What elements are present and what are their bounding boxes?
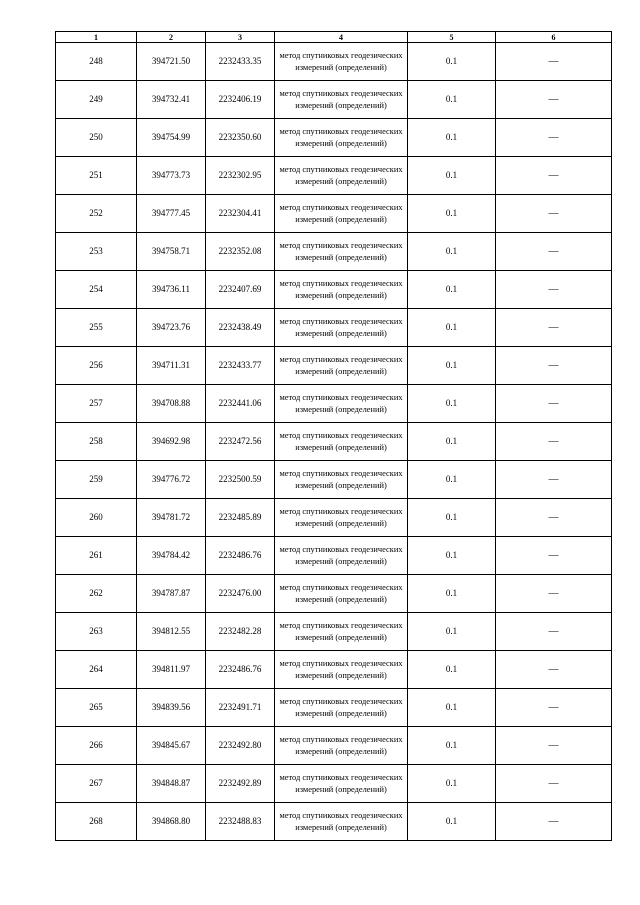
x-coordinate-cell: 394839.56 [137,689,206,727]
y-coordinate-cell: 2232406.19 [206,81,275,119]
accuracy-cell: 0.1 [408,537,496,575]
table-row [56,271,612,309]
header-col-6: 6 [496,32,612,43]
y-coordinate-cell: 2232485.89 [206,499,275,537]
x-coordinate-cell: 394784.42 [137,537,206,575]
table-row [56,727,612,765]
x-coordinate-cell: 394732.41 [137,81,206,119]
x-coordinate-cell: 394776.72 [137,461,206,499]
note-cell: — [496,765,612,803]
note-cell: — [496,499,612,537]
note-cell: — [496,385,612,423]
method-cell: метод спутниковых геодезических измерений (определений) [275,233,408,271]
accuracy-cell: 0.1 [408,461,496,499]
table-row [56,195,612,233]
accuracy-cell: 0.1 [408,309,496,347]
point-number-cell: 252 [56,195,137,233]
accuracy-cell: 0.1 [408,727,496,765]
method-cell: метод спутниковых геодезических измерений (определений) [275,423,408,461]
note-cell: — [496,423,612,461]
y-coordinate-cell: 2232302.95 [206,157,275,195]
x-coordinate-cell: 394812.55 [137,613,206,651]
point-number-cell: 267 [56,765,137,803]
note-cell: — [496,81,612,119]
method-cell: метод спутниковых геодезических измерений (определений) [275,727,408,765]
x-coordinate-cell: 394848.87 [137,765,206,803]
x-coordinate-cell: 394811.97 [137,651,206,689]
accuracy-cell: 0.1 [408,689,496,727]
point-number-cell: 266 [56,727,137,765]
note-cell: — [496,537,612,575]
point-number-cell: 253 [56,233,137,271]
y-coordinate-cell: 2232486.76 [206,537,275,575]
table-row [56,613,612,651]
x-coordinate-cell: 394723.76 [137,309,206,347]
method-cell: метод спутниковых геодезических измерений (определений) [275,461,408,499]
method-cell: метод спутниковых геодезических измерений (определений) [275,43,408,81]
method-cell: метод спутниковых геодезических измерений (определений) [275,613,408,651]
header-col-2: 2 [137,32,206,43]
table-row [56,575,612,613]
y-coordinate-cell: 2232433.77 [206,347,275,385]
y-coordinate-cell: 2232488.83 [206,803,275,841]
table-row [56,803,612,841]
accuracy-cell: 0.1 [408,385,496,423]
header-col-5: 5 [408,32,496,43]
method-cell: метод спутниковых геодезических измерений (определений) [275,195,408,233]
note-cell: — [496,195,612,233]
table-row [56,157,612,195]
note-cell: — [496,727,612,765]
y-coordinate-cell: 2232492.80 [206,727,275,765]
method-cell: метод спутниковых геодезических измерений (определений) [275,765,408,803]
y-coordinate-cell: 2232352.08 [206,233,275,271]
method-cell: метод спутниковых геодезических измерений (определений) [275,119,408,157]
y-coordinate-cell: 2232486.76 [206,651,275,689]
table-row [56,499,612,537]
point-number-cell: 259 [56,461,137,499]
table-row [56,119,612,157]
x-coordinate-cell: 394781.72 [137,499,206,537]
method-cell: метод спутниковых геодезических измерений (определений) [275,651,408,689]
table-body [56,43,612,841]
table-row [56,309,612,347]
x-coordinate-cell: 394845.67 [137,727,206,765]
method-cell: метод спутниковых геодезических измерений (определений) [275,385,408,423]
point-number-cell: 263 [56,613,137,651]
note-cell: — [496,157,612,195]
point-number-cell: 249 [56,81,137,119]
point-number-cell: 257 [56,385,137,423]
x-coordinate-cell: 394868.80 [137,803,206,841]
y-coordinate-cell: 2232472.56 [206,423,275,461]
accuracy-cell: 0.1 [408,423,496,461]
point-number-cell: 268 [56,803,137,841]
accuracy-cell: 0.1 [408,499,496,537]
note-cell: — [496,271,612,309]
y-coordinate-cell: 2232433.35 [206,43,275,81]
method-cell: метод спутниковых геодезических измерений (определений) [275,271,408,309]
x-coordinate-cell: 394787.87 [137,575,206,613]
x-coordinate-cell: 394773.73 [137,157,206,195]
note-cell: — [496,233,612,271]
accuracy-cell: 0.1 [408,195,496,233]
point-number-cell: 264 [56,651,137,689]
accuracy-cell: 0.1 [408,765,496,803]
accuracy-cell: 0.1 [408,613,496,651]
accuracy-cell: 0.1 [408,233,496,271]
table-row [56,423,612,461]
table-row [56,689,612,727]
accuracy-cell: 0.1 [408,43,496,81]
method-cell: метод спутниковых геодезических измерений (определений) [275,803,408,841]
x-coordinate-cell: 394692.98 [137,423,206,461]
table-row [56,385,612,423]
table-row [56,537,612,575]
note-cell: — [496,575,612,613]
accuracy-cell: 0.1 [408,803,496,841]
point-number-cell: 260 [56,499,137,537]
x-coordinate-cell: 394754.99 [137,119,206,157]
y-coordinate-cell: 2232500.59 [206,461,275,499]
note-cell: — [496,43,612,81]
method-cell: метод спутниковых геодезических измерений (определений) [275,689,408,727]
x-coordinate-cell: 394777.45 [137,195,206,233]
accuracy-cell: 0.1 [408,157,496,195]
accuracy-cell: 0.1 [408,271,496,309]
x-coordinate-cell: 394711.31 [137,347,206,385]
note-cell: — [496,689,612,727]
table-row [56,233,612,271]
point-number-cell: 256 [56,347,137,385]
method-cell: метод спутниковых геодезических измерений (определений) [275,157,408,195]
point-number-cell: 254 [56,271,137,309]
header-col-1: 1 [56,32,137,43]
method-cell: метод спутниковых геодезических измерений (определений) [275,575,408,613]
method-cell: метод спутниковых геодезических измерений (определений) [275,81,408,119]
accuracy-cell: 0.1 [408,347,496,385]
header-row [56,32,612,43]
header-col-3: 3 [206,32,275,43]
table-row [56,651,612,689]
table-row [56,81,612,119]
table-row [56,765,612,803]
y-coordinate-cell: 2232304.41 [206,195,275,233]
note-cell: — [496,119,612,157]
x-coordinate-cell: 394758.71 [137,233,206,271]
table-row [56,461,612,499]
note-cell: — [496,461,612,499]
method-cell: метод спутниковых геодезических измерений (определений) [275,347,408,385]
y-coordinate-cell: 2232350.60 [206,119,275,157]
table-header [56,32,612,43]
y-coordinate-cell: 2232476.00 [206,575,275,613]
y-coordinate-cell: 2232441.06 [206,385,275,423]
x-coordinate-cell: 394721.50 [137,43,206,81]
point-number-cell: 250 [56,119,137,157]
table-row [56,43,612,81]
coordinates-table [55,31,612,841]
y-coordinate-cell: 2232407.69 [206,271,275,309]
point-number-cell: 261 [56,537,137,575]
note-cell: — [496,613,612,651]
note-cell: — [496,651,612,689]
y-coordinate-cell: 2232438.49 [206,309,275,347]
note-cell: — [496,347,612,385]
point-number-cell: 255 [56,309,137,347]
y-coordinate-cell: 2232492.89 [206,765,275,803]
point-number-cell: 248 [56,43,137,81]
y-coordinate-cell: 2232491.71 [206,689,275,727]
note-cell: — [496,309,612,347]
y-coordinate-cell: 2232482.28 [206,613,275,651]
x-coordinate-cell: 394736.11 [137,271,206,309]
point-number-cell: 265 [56,689,137,727]
method-cell: метод спутниковых геодезических измерений (определений) [275,309,408,347]
method-cell: метод спутниковых геодезических измерений (определений) [275,537,408,575]
accuracy-cell: 0.1 [408,575,496,613]
accuracy-cell: 0.1 [408,651,496,689]
accuracy-cell: 0.1 [408,119,496,157]
x-coordinate-cell: 394708.88 [137,385,206,423]
point-number-cell: 251 [56,157,137,195]
header-col-4: 4 [275,32,408,43]
point-number-cell: 262 [56,575,137,613]
note-cell: — [496,803,612,841]
method-cell: метод спутниковых геодезических измерений (определений) [275,499,408,537]
point-number-cell: 258 [56,423,137,461]
table-row [56,347,612,385]
accuracy-cell: 0.1 [408,81,496,119]
